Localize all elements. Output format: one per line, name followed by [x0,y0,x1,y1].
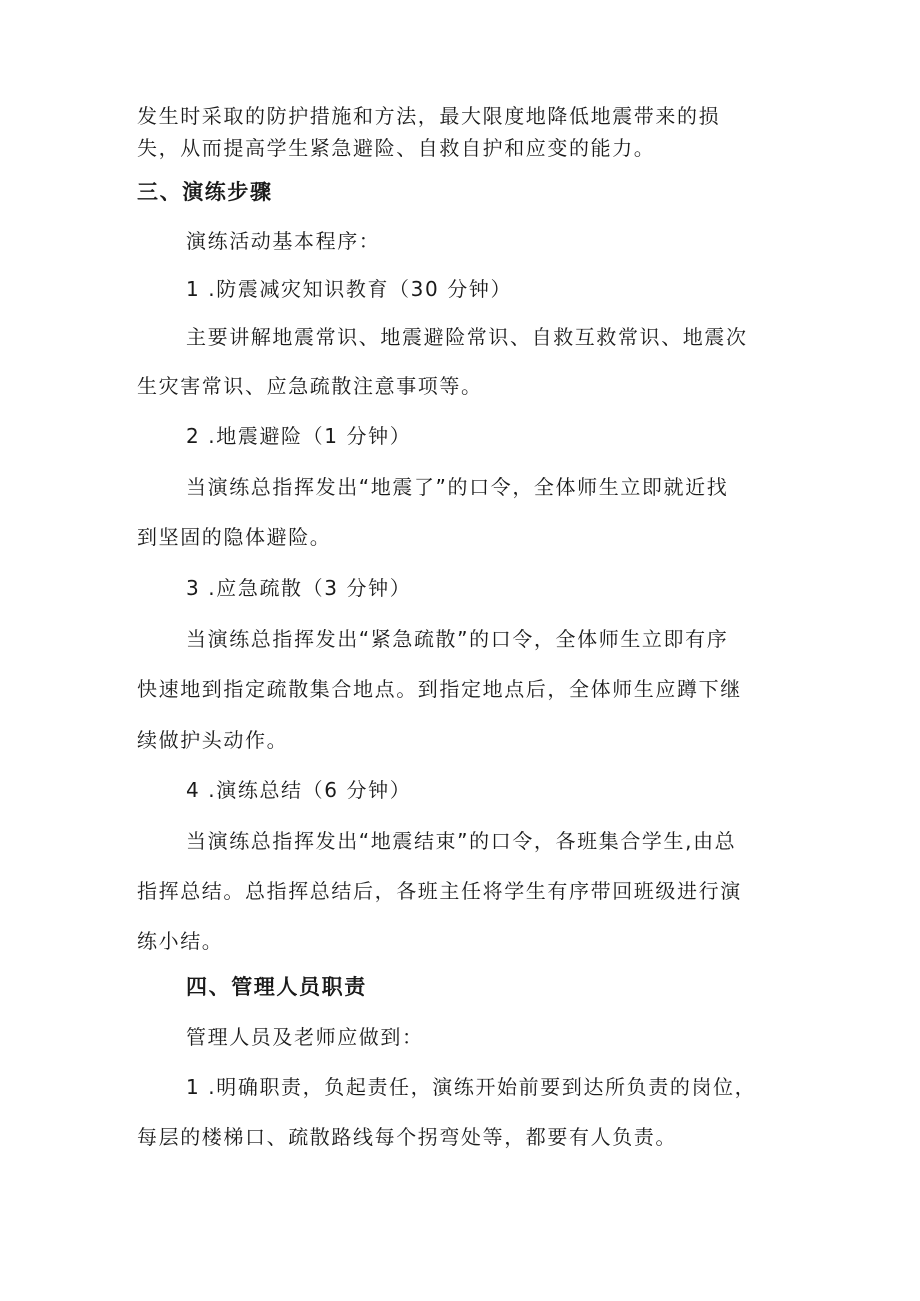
step-2-title: 2 .地震避险（1 分钟） [186,424,412,448]
section-heading-4: 四、管理人员职责 [186,975,367,999]
step-1-line-2: 生灾害常识、应急疏散注意事项等。 [137,374,483,398]
step-3-line-1: 当演练总指挥发出“紧急疏散”的口令，全体师生立即有序 [186,627,729,651]
step-2-line-2: 到坚固的隐体避险。 [137,525,332,549]
step-3-line-3: 续做护头动作。 [137,728,289,752]
duty-1-line-1: 1 .明确职责，负起责任，演练开始前要到达所负责的岗位， [186,1075,757,1099]
step-1-title: 1 .防震减灾知识教育（30 分钟） [186,277,513,301]
section-4-intro: 管理人员及老师应做到： [186,1025,424,1049]
section-3-intro: 演练活动基本程序： [186,229,381,253]
section-heading-3: 三、演练步骤 [137,180,273,204]
step-3-title: 3 .应急疏散（3 分钟） [186,576,412,600]
step-4-line-3: 练小结。 [137,929,224,953]
duty-1-line-2: 每层的楼梯口、疏散路线每个拐弯处等，都要有人负责。 [137,1125,677,1149]
step-4-title: 4 .演练总结（6 分钟） [186,778,412,802]
intro-line-1: 发生时采取的防护措施和方法，最大限度地降低地震带来的损 [137,104,721,128]
step-4-line-2: 指挥总结。总指挥总结后，各班主任将学生有序带回班级进行演 [137,879,742,903]
step-1-line-1: 主要讲解地震常识、地震避险常识、自救互救常识、地震次 [186,325,748,349]
step-2-line-1: 当演练总指挥发出“地震了”的口令，全体师生立即就近找 [186,475,729,499]
step-4-line-1: 当演练总指挥发出“地震结束”的口令，各班集合学生,由总 [186,829,737,853]
step-3-line-2: 快速地到指定疏散集合地点。到指定地点后，全体师生应蹲下继 [137,677,742,701]
intro-line-2: 失，从而提高学生紧急避险、自救自护和应变的能力。 [137,136,656,160]
